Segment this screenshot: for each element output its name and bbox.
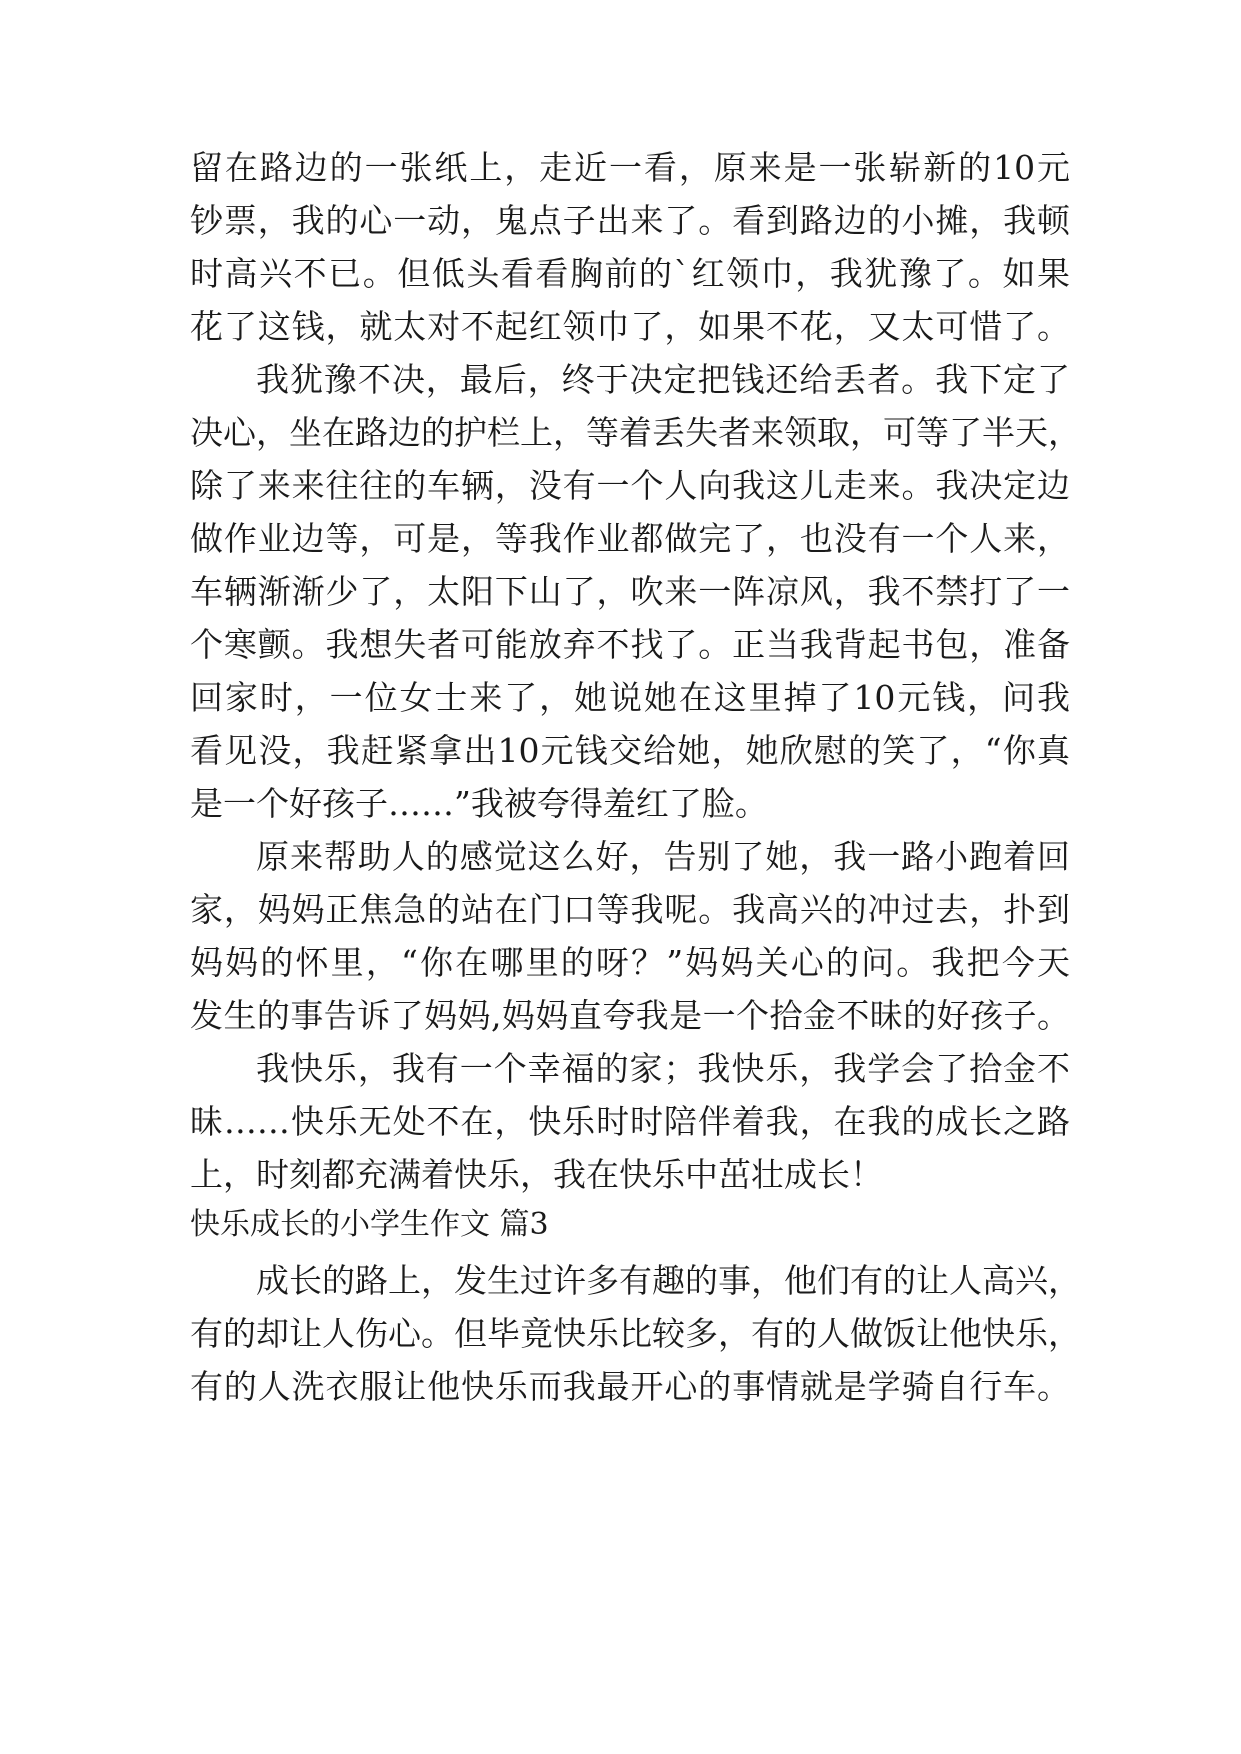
paragraph-2-line-7: 回家时，一位女士来了，她说她在这里掉了10元钱，问我 (190, 678, 1070, 717)
section-heading: 快乐成长的小学生作文 篇3 (190, 1207, 549, 1242)
paragraph-2-line-4: 做作业边等，可是，等我作业都做完了，也没有一个人来， (190, 519, 1070, 558)
paragraph-2-line-5: 车辆渐渐少了，太阳下山了，吹来一阵凉风，我不禁打了一 (190, 572, 1070, 611)
paragraph-3-line-3: 妈妈的怀里，“你在哪里的呀？”妈妈关心的问。我把今天 (190, 943, 1070, 982)
paragraph-1-line-3: 时高兴不已。但低头看看胸前的`红领巾，我犹豫了。如果 (190, 254, 1070, 293)
paragraph-3-line-2: 家，妈妈正焦急的站在门口等我呢。我高兴的冲过去，扑到 (190, 890, 1070, 929)
paragraph-5-line-3: 有的人洗衣服让他快乐而我最开心的事情就是学骑自行车。 (190, 1367, 1070, 1406)
paragraph-2-line-6: 个寒颤。我想失者可能放弃不找了。正当我背起书包，准备 (190, 625, 1070, 664)
paragraph-1-line-1: 留在路边的一张纸上，走近一看，原来是一张崭新的10元 (190, 148, 1070, 187)
paragraph-2-line-3: 除了来来往往的车辆，没有一个人向我这儿走来。我决定边 (190, 466, 1070, 505)
paragraph-1-line-2: 钞票，我的心一动，鬼点子出来了。看到路边的小摊，我顿 (190, 201, 1070, 240)
paragraph-2-line-9: 是一个好孩子……”我被夸得羞红了脸。 (190, 784, 768, 823)
paragraph-4-line-2: 昧……快乐无处不在，快乐时时陪伴着我，在我的成长之路 (190, 1102, 1070, 1141)
paragraph-5-line-1: 成长的路上，发生过许多有趣的事，他们有的让人高兴， (256, 1261, 1081, 1300)
paragraph-5-line-2: 有的却让人伤心。但毕竟快乐比较多，有的人做饭让他快乐， (190, 1314, 1081, 1353)
paragraph-3-line-4: 发生的事告诉了妈妈,妈妈直夸我是一个拾金不昧的好孩子。 (190, 996, 1070, 1035)
paragraph-4-line-1: 我快乐，我有一个幸福的家；我快乐，我学会了拾金不 (256, 1049, 1070, 1088)
paragraph-2-line-2: 决心，坐在路边的护栏上，等着丢失者来领取，可等了半天， (190, 413, 1081, 452)
paragraph-4-line-3: 上，时刻都充满着快乐，我在快乐中茁壮成长！ (190, 1155, 883, 1194)
paragraph-1-line-4: 花了这钱，就太对不起红领巾了，如果不花，又太可惜了。 (190, 307, 1070, 346)
paragraph-3-line-1: 原来帮助人的感觉这么好，告别了她，我一路小跑着回 (256, 837, 1070, 876)
paragraph-2-line-1: 我犹豫不决，最后，终于决定把钱还给丢者。我下定了 (256, 360, 1070, 399)
paragraph-2-line-8: 看见没，我赶紧拿出10元钱交给她，她欣慰的笑了，“你真 (190, 731, 1070, 770)
